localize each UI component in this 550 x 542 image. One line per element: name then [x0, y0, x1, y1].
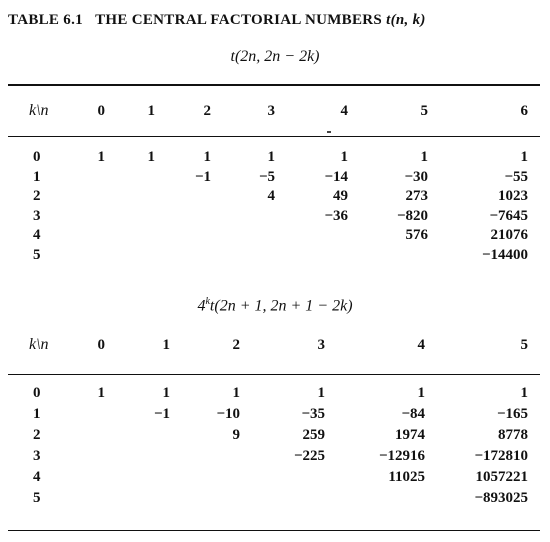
table2-cell: 1 — [162, 385, 170, 401]
table1-cell: 1 — [340, 149, 348, 166]
table2-row — [0, 488, 550, 509]
table2-row — [0, 383, 550, 404]
header-rule-2 — [8, 374, 540, 375]
table1-corner: k\n — [29, 102, 49, 119]
print-speck — [327, 131, 331, 133]
table1-cell: −14 — [324, 168, 348, 185]
table1-cell — [105, 226, 155, 246]
table2-cell: 11025 — [388, 469, 425, 485]
top-rule — [8, 84, 540, 86]
table2-col-3: 3 — [317, 336, 325, 353]
table2-cell — [325, 488, 425, 509]
table2 — [0, 330, 550, 360]
table2-cell — [170, 446, 240, 467]
table1-col-4: 4 — [340, 102, 348, 119]
table1-cell — [105, 187, 155, 207]
table2-cell: −172810 — [474, 448, 528, 464]
table2-row-label: 1 — [33, 406, 41, 422]
table2-cell: −10 — [216, 406, 240, 422]
table1-cell: −1 — [194, 168, 211, 185]
table2-col-5: 5 — [520, 336, 528, 353]
table1-cell: 49 — [333, 188, 348, 205]
table1-cell: 21076 — [490, 227, 528, 244]
table2-cell — [105, 488, 170, 509]
table2-row-label: 3 — [33, 448, 41, 464]
table2-heading: $4^kt(2n + 1$, 2n + 1 − 2k) — [197, 296, 353, 315]
table2-cell: 259 — [302, 427, 325, 443]
table2-cell: 1 — [520, 385, 528, 401]
table1-row — [0, 246, 550, 266]
table2-col-1: 1 — [162, 336, 170, 353]
table1-body — [0, 148, 550, 265]
table1-header-row — [0, 96, 550, 126]
table1-cell — [105, 207, 155, 227]
table2-col-0: 0 — [97, 336, 105, 353]
table1-cell: −820 — [396, 207, 428, 224]
table2-cell: −84 — [401, 406, 425, 422]
table1-cell: 1 — [420, 149, 428, 166]
table1-row-label: 5 — [33, 246, 41, 263]
table2-row-label: 5 — [33, 490, 41, 506]
table1-cell: 4 — [267, 188, 275, 205]
table1-cell: 273 — [405, 188, 428, 205]
table2-header-row — [0, 330, 550, 360]
table1-cell — [155, 226, 211, 246]
table2-cell — [240, 467, 325, 488]
table2-cell — [75, 488, 105, 509]
table1-cell: 1 — [97, 149, 105, 166]
table2-cell: 1 — [97, 385, 105, 401]
table2-row-label: 2 — [33, 427, 41, 443]
table1-cell: 1 — [203, 149, 211, 166]
table1-cell — [105, 168, 155, 188]
table1 — [0, 96, 550, 126]
table2-row — [0, 404, 550, 425]
table1-row — [0, 168, 550, 188]
table1-cell — [348, 246, 428, 266]
table2-col-2: 2 — [232, 336, 240, 353]
table1-row — [0, 207, 550, 227]
table1-row-label: 2 — [33, 188, 41, 205]
table1-cell: 1 — [147, 149, 155, 166]
table2-cell: −165 — [496, 406, 528, 422]
table2-col-4: 4 — [417, 336, 425, 353]
table2-cell — [170, 488, 240, 509]
table2-cell — [105, 467, 170, 488]
table1-cell — [211, 226, 275, 246]
table2-body — [0, 383, 550, 509]
table1-cell — [275, 226, 348, 246]
table2-cell: −35 — [301, 406, 325, 422]
table1-cell: −14400 — [481, 246, 528, 263]
table1-cell — [75, 226, 105, 246]
table1-col-6: 6 — [520, 102, 528, 119]
table1-cell: −55 — [504, 168, 528, 185]
table1-row-label: 4 — [33, 227, 41, 244]
table2-cell: 1 — [317, 385, 325, 401]
table-caption: THE CENTRAL FACTORIAL NUMBERS — [95, 12, 383, 28]
table2-cell — [105, 425, 170, 446]
table1-cell: 1 — [267, 149, 275, 166]
table2-cell — [75, 446, 105, 467]
table2-cell: 1974 — [395, 427, 425, 443]
table2-cell — [105, 446, 170, 467]
table1-col-5: 5 — [420, 102, 428, 119]
table1-cell — [211, 207, 275, 227]
table1-cell: −7645 — [489, 207, 528, 224]
table1-cell — [155, 187, 211, 207]
table1-cell — [105, 246, 155, 266]
table2-row-label: 0 — [33, 385, 41, 401]
table1-cell — [75, 187, 105, 207]
table1-cell — [155, 246, 211, 266]
table2-cell — [170, 467, 240, 488]
table1-cell: 1023 — [498, 188, 528, 205]
table2-cell: −1 — [153, 406, 170, 422]
table2-cell: −225 — [293, 448, 325, 464]
table2-corner: k\n — [29, 336, 49, 353]
table1-col-0: 0 — [97, 102, 105, 119]
table2-cell: 1 — [417, 385, 425, 401]
table2-cell: 8778 — [498, 427, 528, 443]
table-number: TABLE 6.1 — [8, 12, 83, 28]
table1-cell — [275, 246, 348, 266]
table1-cell: −5 — [258, 168, 275, 185]
table1-heading: t(2n, 2n − 2k) — [230, 48, 320, 65]
table1-col-1: 1 — [147, 102, 155, 119]
table2-row — [0, 425, 550, 446]
table2-cell — [75, 425, 105, 446]
table2-cell — [75, 404, 105, 425]
table2-cell: −12916 — [378, 448, 425, 464]
table1-cell — [75, 207, 105, 227]
table2-cell: 1057221 — [475, 469, 528, 485]
table1-cell — [211, 246, 275, 266]
table1-cell — [75, 168, 105, 188]
table2-row — [0, 446, 550, 467]
table2-cell: 9 — [232, 427, 240, 443]
table2-row — [0, 467, 550, 488]
table2-cell — [240, 488, 325, 509]
table1-col-2: 2 — [203, 102, 211, 119]
table-title — [0, 12, 550, 29]
table1-row-label: 0 — [33, 149, 41, 166]
table1-cell: −30 — [404, 168, 428, 185]
table1-cell — [155, 207, 211, 227]
table2-cell — [75, 467, 105, 488]
table1-cell: −36 — [324, 207, 348, 224]
table2-cell: 1 — [232, 385, 240, 401]
table2-cell: −893025 — [474, 490, 528, 506]
bottom-rule — [8, 530, 540, 531]
table1-row-label: 3 — [33, 207, 41, 224]
table1-cell — [75, 246, 105, 266]
table1-cell: 576 — [405, 227, 428, 244]
table2-row-label: 4 — [33, 469, 41, 485]
table1-col-3: 3 — [267, 102, 275, 119]
table1-row — [0, 148, 550, 168]
table1-cell: 1 — [520, 149, 528, 166]
table1-row — [0, 226, 550, 246]
table-symbol: t(n, k) — [386, 12, 426, 28]
table1-row-label: 1 — [33, 168, 41, 185]
header-rule-1 — [8, 136, 540, 137]
table1-row — [0, 187, 550, 207]
